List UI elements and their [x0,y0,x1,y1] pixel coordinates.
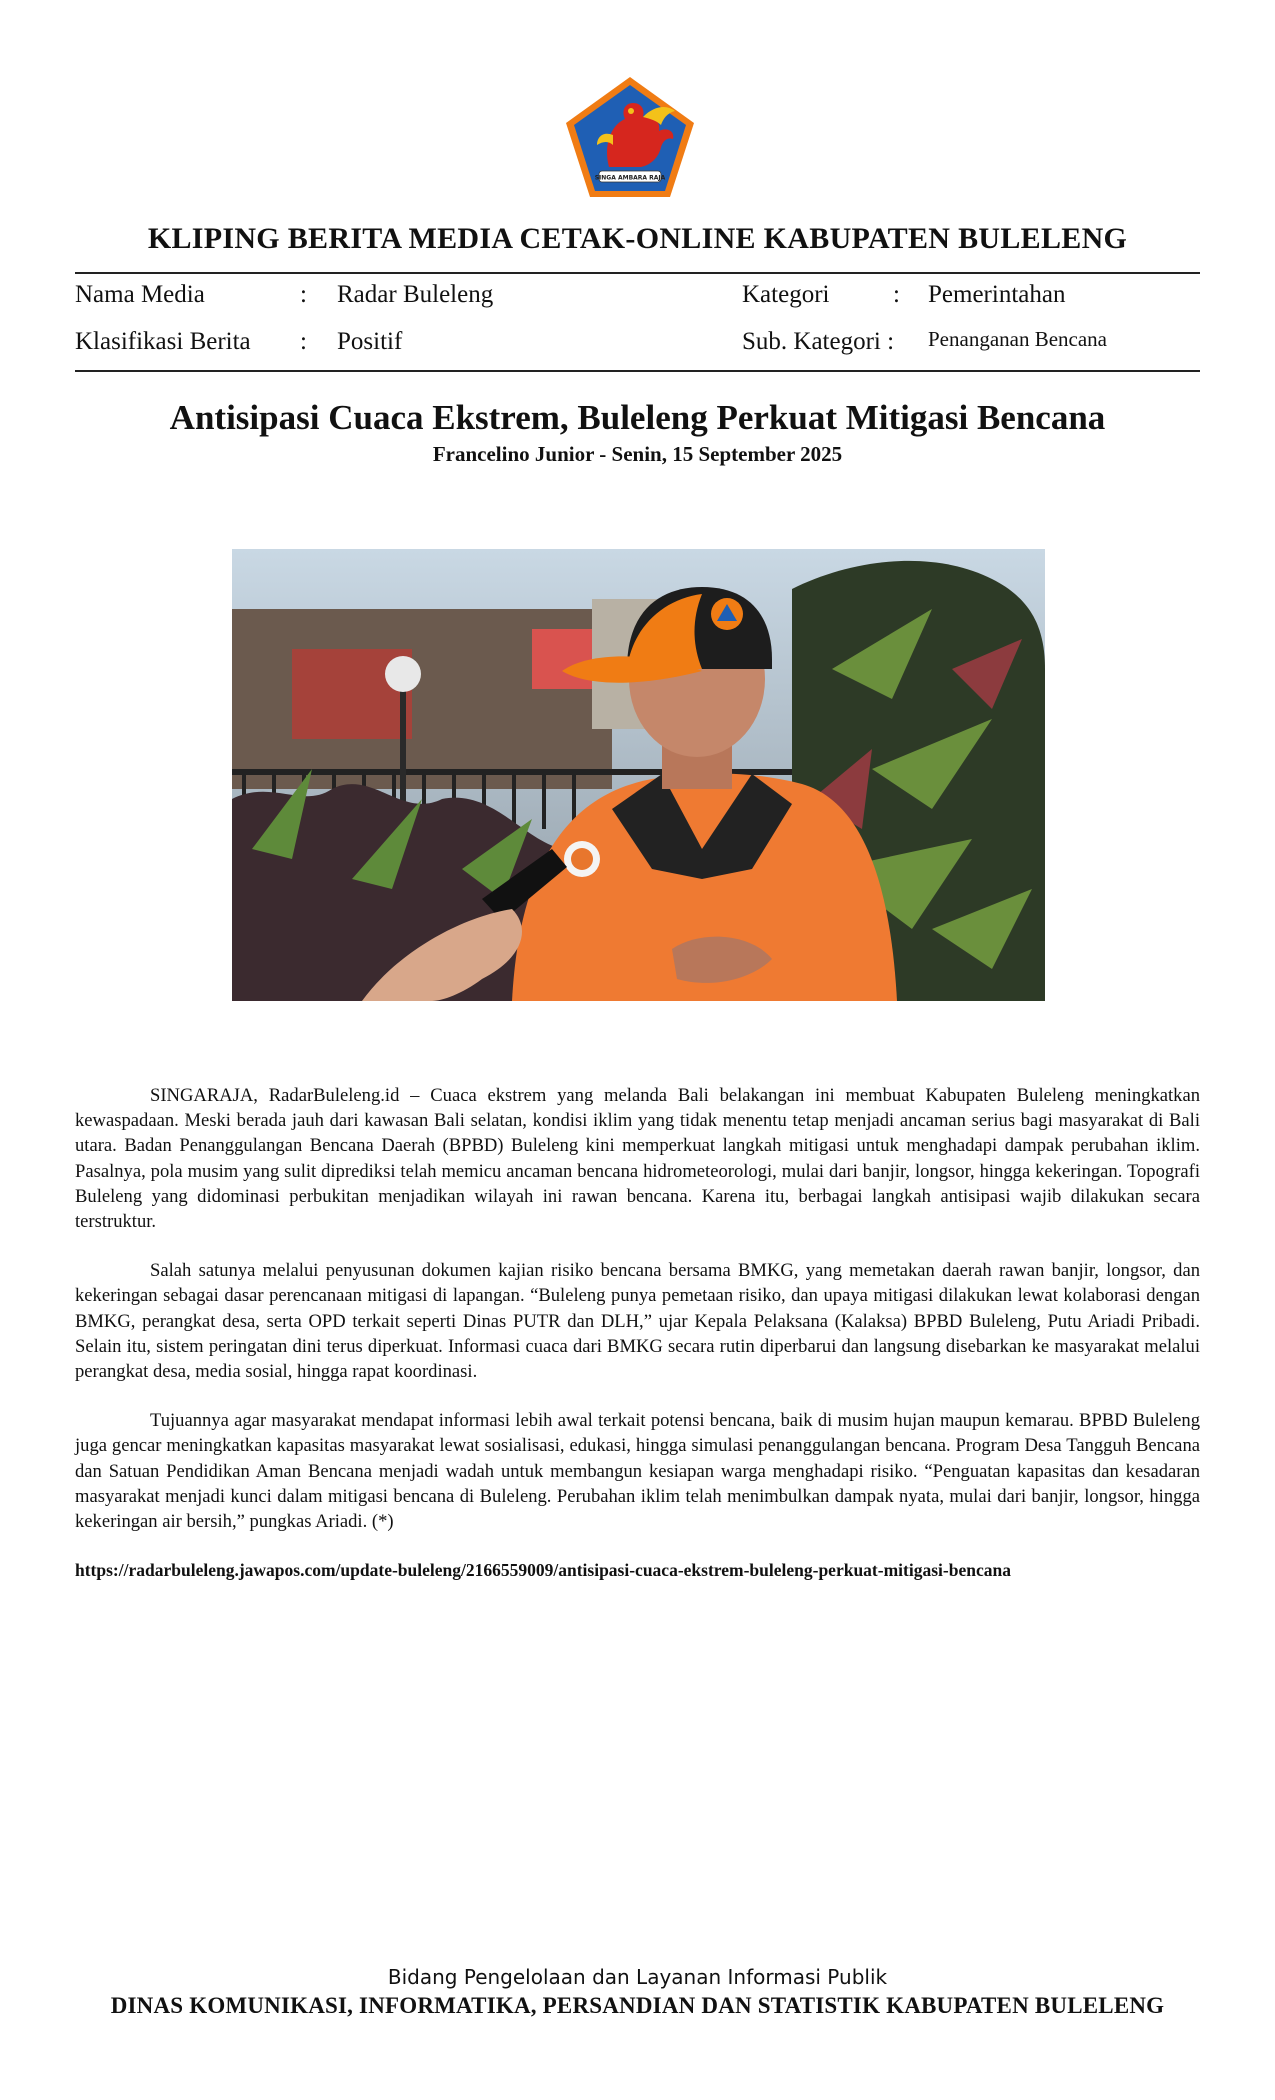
nama-media-value: Radar Buleleng [337,281,494,308]
klasifikasi-label: Klasifikasi Berita [75,328,251,355]
article-photo [232,549,1045,1001]
footer-agency: DINAS KOMUNIKASI, INFORMATIKA, PERSANDIAN DAN STATISTIK KABUPATEN BULELENG [110,1993,1165,2018]
header-rule-top [75,272,1200,274]
article-headline: Antisipasi Cuaca Ekstrem, Buleleng Perkuat Mitigasi Bencana [169,398,1106,437]
nama-media-colon: : [300,281,307,308]
document-title: KLIPING BERITA MEDIA CETAK-ONLINE KABUPATEN BULELENG [147,222,1128,255]
nama-media-label: Nama Media [75,281,205,308]
emblem-motto: SINGA AMBARA RAJA [594,174,666,182]
article-byline: Francelino Junior - Senin, 15 September 2025 [432,442,843,466]
source-url-link[interactable]: https://radarbuleleng.jawapos.com/update-buleleng/2166559009/antisipasi-cuaca-ekstrem-buleleng-perkuat-mitigasi-bencana [75,1560,1011,1580]
footer-division: Bidang Pengelolaan dan Layanan Informasi Publik [387,1965,888,1989]
regency-emblem-icon [563,75,697,199]
sub-kategori-label: Sub. Kategori : [742,328,895,355]
article-paragraph: Salah satunya melalui penyusunan dokumen kajian risiko bencana bersama BMKG, yang memetakan daerah rawan banjir, longsor, dan kekeringan sebagai dasar perencanaan mitigasi di lapangan. “Buleleng punya pemetaan risiko, dan upaya mitigasi dilakukan lewat kolaborasi dengan BMKG, perangkat desa, serta OPD terkait seperti Dinas PUTR dan DLH,” ujar Kepala Pelaksana (Kalaksa) BPBD Buleleng, Putu Ariadi Pribadi. Selain itu, sistem peringatan dini terus diperkuat. Informasi cuaca dari BMKG secara rutin diperbarui dan langsung disebarkan ke masyarakat melalui perangkat desa, media sosial, hingga rapat koordinasi. [75,1260,1200,1383]
kategori-value: Pemerintahan [928,281,1066,308]
klasifikasi-colon: : [300,328,307,355]
article-body [75,1083,1200,1558]
kategori-label: Kategori [742,281,830,308]
sub-kategori-value: Penanganan Bencana [928,327,1108,351]
article-paragraph: SINGARAJA, RadarBuleleng.id – Cuaca ekstrem yang melanda Bali belakangan ini membuat Kabupaten Buleleng meningkatkan kewaspadaan. Meski berada jauh dari kawasan Bali selatan, kondisi iklim yang tidak menentu tetap menjadi ancaman serius bagi masyarakat di Bali utara. Badan Penanggulangan Bencana Daerah (BPBD) Buleleng kini memperkuat langkah mitigasi untuk menghadapi dampak perubahan iklim. Pasalnya, pola musim yang sulit diprediksi telah memicu ancaman bencana hidrometeorologi, mulai dari banjir, longsor, hingga kekeringan. Topografi Buleleng yang didominasi perbukitan menjadikan wilayah ini rawan bencana. Karena itu, berbagai langkah antisipasi wajib dilakukan secara terstruktur. [75,1085,1200,1233]
klasifikasi-value: Positif [337,328,403,355]
kategori-colon: : [893,281,900,308]
header-rule-bottom [75,370,1200,372]
article-paragraph: Tujuannya agar masyarakat mendapat informasi lebih awal terkait potensi bencana, baik di musim hujan maupun kemarau. BPBD Buleleng juga gencar meningkatkan kapasitas masyarakat lewat sosialisasi, edukasi, hingga simulasi penanggulangan bencana. Program Desa Tangguh Bencana dan Satuan Pendidikan Aman Bencana menjadi wadah untuk membangun kesiapan warga menghadapi risiko. “Penguatan kapasitas dan kesadaran masyarakat menjadi kunci dalam mitigasi bencana di Buleleng. Perubahan iklim telah menimbulkan dampak nyata, mulai dari banjir, longsor, hingga kekeringan air bersih,” pungkas Ariadi. (*) [75,1410,1200,1533]
